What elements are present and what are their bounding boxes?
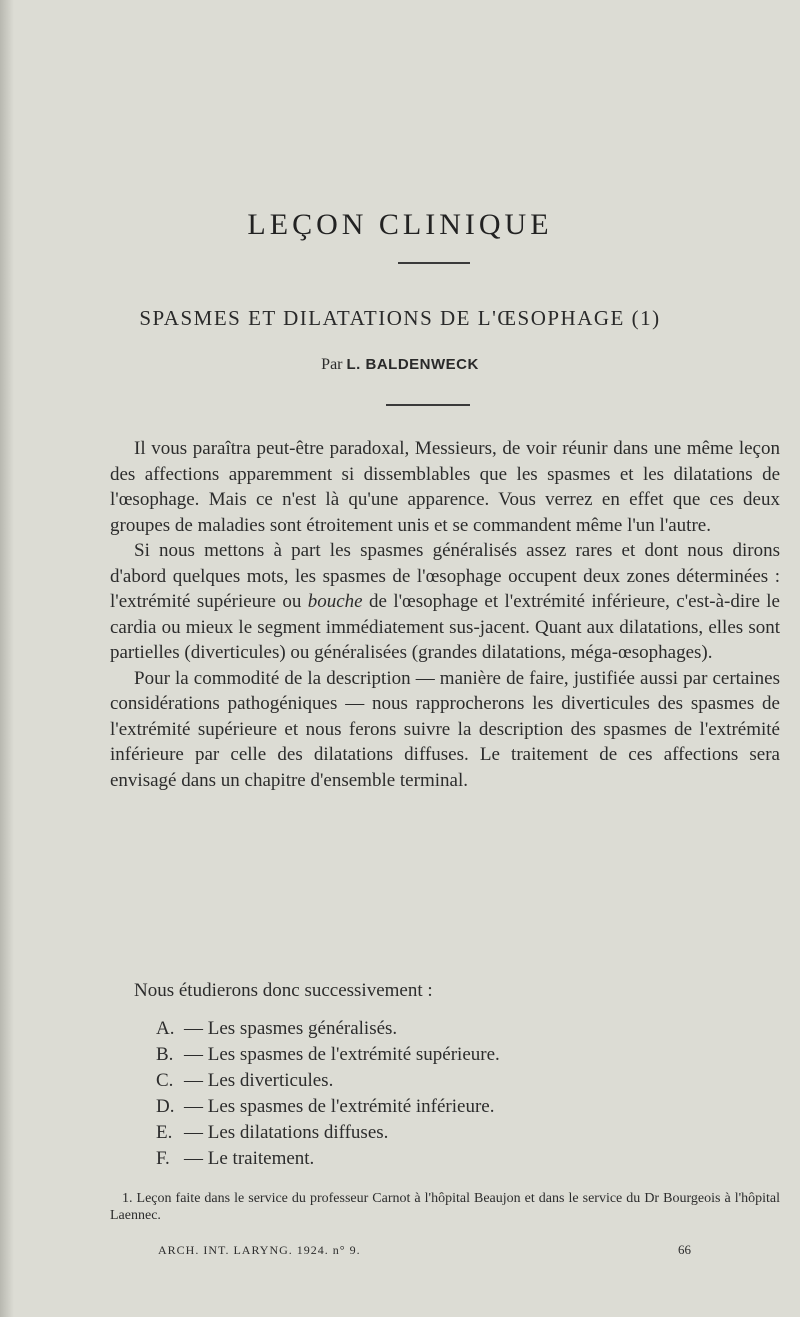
list-item-letter: C. bbox=[156, 1070, 174, 1091]
lecture-heading: LEÇON CLINIQUE bbox=[247, 208, 553, 241]
list-item-letter: A. bbox=[156, 1018, 175, 1039]
paragraph-2-end: de l'œsophage et l'extrémité inférieure, c'est-à-dire le cardia ou mieux le segment immédiatement sus-jacent. Quant aux dilatations, elles sont partielles (diverticules) ou généralisées (grandes dilatations, méga-œsophages). bbox=[110, 591, 780, 663]
byline-prefix: Par bbox=[321, 356, 347, 373]
list-item-text: — Le traitement. bbox=[184, 1148, 315, 1169]
heading-divider bbox=[398, 262, 470, 264]
list-item bbox=[156, 1016, 500, 1042]
list-item bbox=[156, 1120, 500, 1146]
list-item bbox=[156, 1094, 500, 1120]
byline bbox=[0, 356, 800, 374]
author-name: L. BALDENWECK bbox=[346, 356, 479, 373]
byline-divider bbox=[386, 404, 470, 406]
footnote-text: Leçon faite dans le service du professeur Carnot à l'hôpital Beaujon et dans le service du Dr Bourgeois à l'hôpital Laennec. bbox=[110, 1191, 780, 1223]
list-item-letter: B. bbox=[156, 1044, 174, 1065]
footnote bbox=[110, 1190, 780, 1224]
list-item-letter: D. bbox=[156, 1096, 175, 1117]
article-title: SPASMES ET DILATATIONS DE L'ŒSOPHAGE (1) bbox=[139, 306, 661, 330]
list-item-text: — Les diverticules. bbox=[184, 1070, 334, 1091]
paragraph-1: Il vous paraîtra peut-être paradoxal, Messieurs, de voir réunir dans une même leçon des affections apparemment si dissemblables que les spasmes et les dilatations de l'œsophage. Mais ce n'est là qu'une apparence. Vous verrez en effet que ces deux groupes de maladies sont étroitement unis et se commandent même l'un l'autre. bbox=[110, 438, 780, 536]
page-number: 66 bbox=[678, 1242, 691, 1257]
outline-list bbox=[156, 1016, 500, 1172]
list-item-letter: E. bbox=[156, 1122, 173, 1143]
list-item-text: — Les dilatations diffuses. bbox=[184, 1122, 389, 1143]
list-item bbox=[156, 1146, 500, 1172]
emphasized-word: bouche bbox=[307, 591, 363, 612]
outline-intro: Nous étudierons donc successivement : bbox=[134, 980, 433, 1001]
paragraph-3: Pour la commodité de la description — manière de faire, justifiée aussi par certaines considérations pathogéniques — nous rapprocherons les diverticules des spasmes de l'extrémité supérieure et nous ferons suivre la description des spasmes de l'extrémité inférieure par celle des dilatations diffuses. Le traitement de ces affections sera envisagé dans un chapitre d'ensemble terminal. bbox=[110, 667, 780, 791]
list-item-text: — Les spasmes de l'extrémité supérieure. bbox=[184, 1044, 500, 1065]
paragraph-2 bbox=[110, 538, 780, 666]
list-item-text: — Les spasmes de l'extrémité inférieure. bbox=[184, 1096, 495, 1117]
list-item bbox=[156, 1068, 500, 1094]
list-item-text: — Les spasmes généralisés. bbox=[184, 1018, 398, 1039]
footnote-number: 1. bbox=[122, 1191, 133, 1206]
paragraph-2-start: Si nous mettons à part les spasmes généralisés assez rares et dont nous dirons d'abord quelques mots, les spasmes de l'œsophage occupent deux zones déterminées : l'extrémité supérieure ou bbox=[110, 540, 780, 612]
list-item-letter: F. bbox=[156, 1148, 170, 1169]
article-body bbox=[110, 436, 780, 793]
list-item bbox=[156, 1042, 500, 1068]
running-footer: ARCH. INT. LARYNG. 1924. n° 9. bbox=[158, 1243, 361, 1257]
